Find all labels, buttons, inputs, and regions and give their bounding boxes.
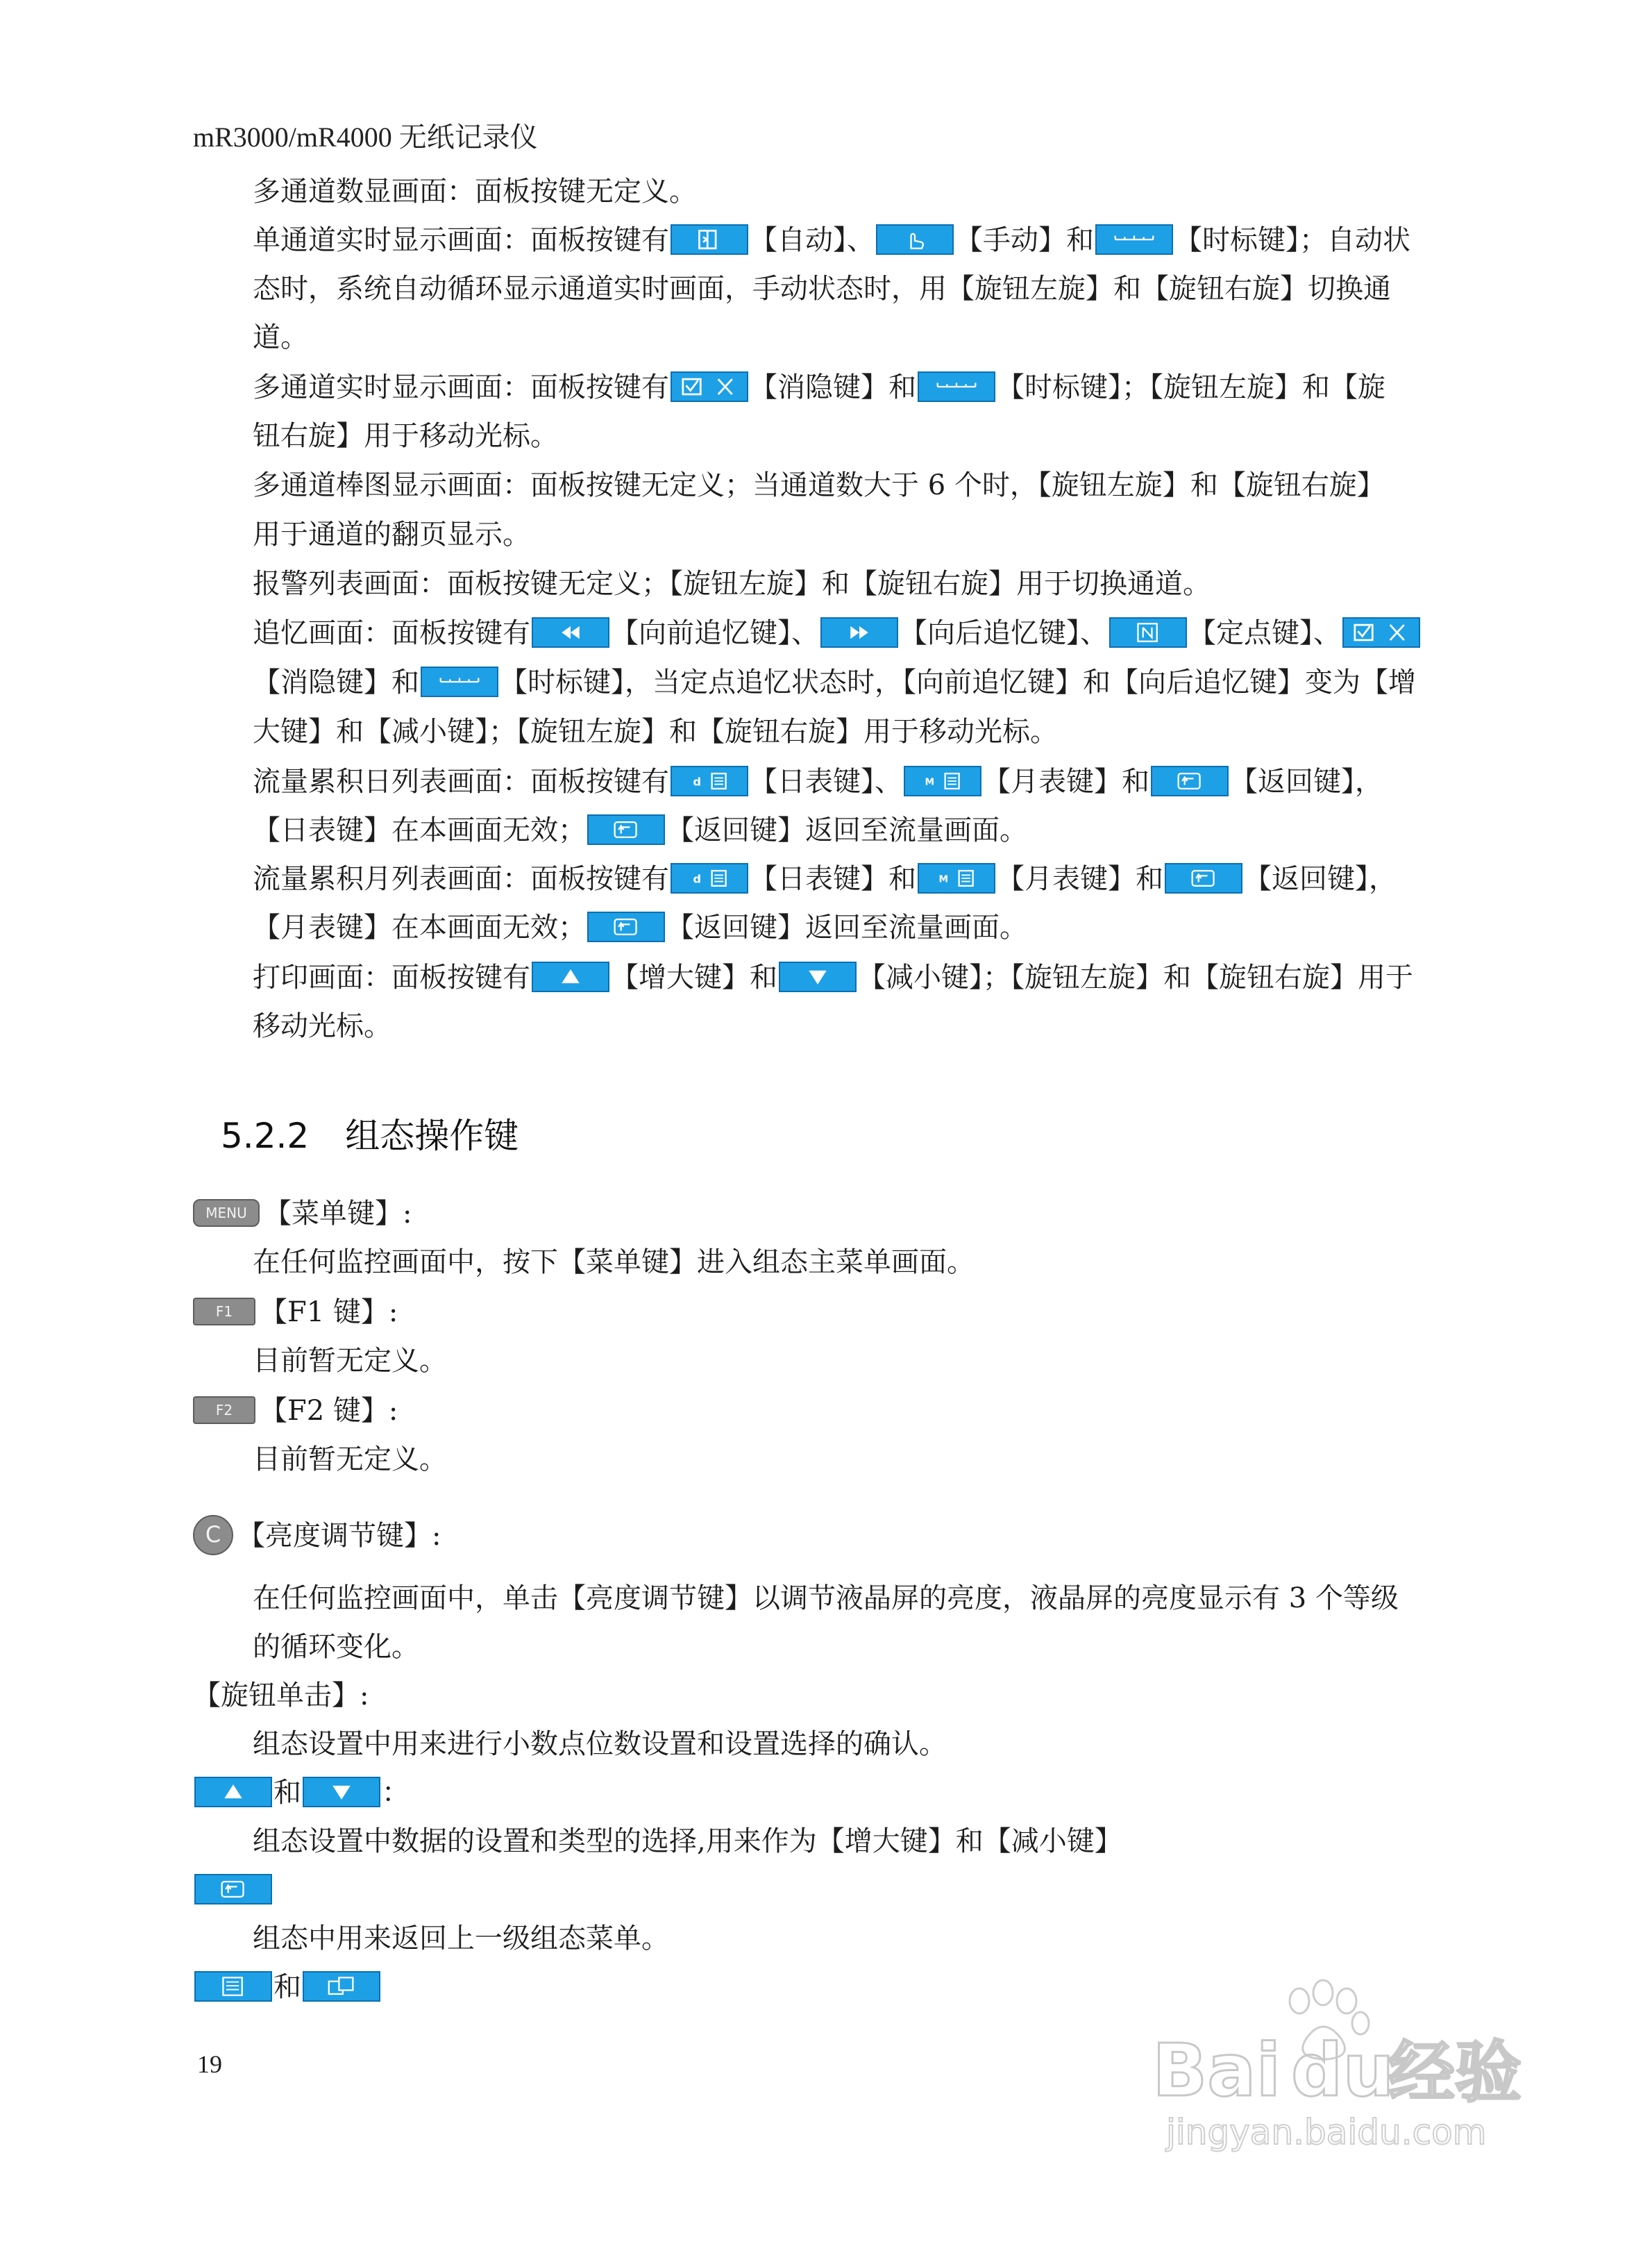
paragraph-recall: 追忆画面：面板按键有 【向前追忆键】、 【向后追忆键】、 【定点键】、 (253, 615, 1447, 651)
fixed-point-key-icon (1109, 617, 1187, 648)
page-list-key-icon (194, 1971, 272, 2002)
paragraph-bar-graph: 多通道棒图显示画面：面板按键无定义；当通道数大于 6 个时，【旋钮左旋】和【旋钮右旋】 (253, 469, 1385, 501)
f1-key-description: 目前暂无定义。 (253, 1345, 447, 1377)
manual-hand-key-icon (876, 224, 954, 255)
paragraph-recall-end: 大键】和【减小键】；【旋钮左旋】和【旋钮右旋】用于移动光标。 (253, 716, 1058, 748)
knob-click-label-line: 【旋钮单击】: (193, 1680, 369, 1711)
paragraph-alarm-list: 报警列表画面：面板按键无定义；【旋钮左旋】和【旋钮右旋】用于切换通道。 (253, 568, 1211, 600)
f2-key-icon: F2 (193, 1396, 255, 1424)
return-key-icon (1165, 863, 1242, 894)
paragraph-bar-graph-cont: 用于通道的翻页显示。 (253, 519, 530, 551)
back-key-label-line (193, 1872, 1387, 1908)
increase-key-icon (532, 962, 609, 992)
svg-text:M: M (938, 873, 949, 885)
hide-key-icon (671, 371, 748, 402)
fast-forward-key-icon (820, 617, 898, 648)
hide-key-icon (1342, 617, 1420, 648)
time-mark-key-icon (918, 371, 995, 402)
page-copy-key-icon (303, 1971, 380, 2002)
return-key-icon (587, 814, 665, 845)
return-key-icon (194, 1874, 272, 1904)
svg-text:d: d (693, 872, 702, 886)
time-mark-key-icon (421, 667, 498, 697)
svg-text:M: M (925, 776, 935, 788)
menu-key-description: 在任何监控画面中，按下【菜单键】进入组态主菜单画面。 (253, 1246, 975, 1278)
section-heading: 5.2.2 组态操作键 (221, 1116, 519, 1156)
f2-key-description: 目前暂无定义。 (253, 1443, 447, 1475)
paragraph-flow-daily-list-cont: 【日表键】在本画面无效； 【返回键】返回至流量画面。 (253, 814, 1027, 846)
decrease-key-icon (779, 962, 857, 992)
brightness-key-icon: C (193, 1515, 233, 1555)
paragraph-print-cont: 移动光标。 (253, 1010, 391, 1042)
decrease-key-icon (303, 1777, 380, 1807)
page-keys-label-line: 和 (193, 1969, 1387, 2005)
menu-key-icon: MENU (193, 1199, 260, 1227)
f1-key-label-line: F1 【F1 键】: (193, 1294, 1387, 1330)
paragraph-multi-channel-realtime: 多通道实时显示画面：面板按键有 【消隐键】和 【时标键】；【旋钮左旋】和【旋 (253, 371, 1385, 403)
auto-key-icon (671, 224, 748, 255)
return-key-icon (587, 912, 665, 942)
brightness-key-description: 在任何监控画面中，单击【亮度调节键】以调节液晶屏的亮度，液晶屏的亮度显示有 3 个等级 (253, 1582, 1399, 1614)
paragraph-single-channel-realtime: 单通道实时显示画面：面板按键有 【自动】、 【手动】和 【时标键】；自动状 (253, 224, 1410, 256)
daily-report-key-icon (671, 766, 748, 796)
monthly-report-key-icon (918, 863, 995, 894)
paragraph-multi-channel-digital: 多通道数显画面：面板按键无定义。 (253, 176, 697, 208)
knob-click-description: 组态设置中用来进行小数点位数设置和设置选择的确认。 (253, 1728, 947, 1760)
paragraph-print: 打印画面：面板按键有 【增大键】和 【减小键】；【旋钮左旋】和【旋钮右旋】用于 (253, 962, 1413, 994)
updown-keys-description: 组态设置中数据的设置和类型的选择,用来作为【增大键】和【减小键】 (253, 1825, 1122, 1857)
increase-key-icon (194, 1777, 272, 1807)
f1-key-icon: F1 (193, 1298, 255, 1325)
page-header: mR3000/mR4000 无纸记录仪 (193, 122, 538, 153)
f2-key-label-line: F2 【F2 键】: (193, 1393, 1387, 1429)
paragraph-multi-channel-realtime-cont: 钮右旋】用于移动光标。 (253, 420, 558, 452)
updown-keys-label-line: 和 ： (193, 1775, 1387, 1811)
page-number: 19 (197, 2050, 222, 2078)
baidu-jingyan-watermark (1152, 1972, 1541, 2159)
paragraph-flow-daily-list: 流量累积日列表画面：面板按键有 d 【日表键】、 M 【月表键】和 【返回键】， (253, 766, 1383, 798)
paragraph-flow-monthly-list-cont: 【月表键】在本画面无效； 【返回键】返回至流量画面。 (253, 912, 1027, 944)
daily-report-key-icon (671, 863, 748, 894)
back-key-description: 组态中用来返回上一级组态菜单。 (253, 1923, 669, 1954)
watermark-jingyan: 经验 (1388, 2034, 1522, 2111)
paragraph-single-channel-realtime-end: 道。 (253, 321, 308, 353)
paragraph-recall-cont: 【消隐键】和 【时标键】，当定点追忆状态时，【向前追忆键】和【向后追忆键】变为【增 (253, 667, 1416, 698)
rewind-key-icon (532, 617, 609, 648)
watermark-brand-bai: Bai (1152, 2028, 1281, 2113)
svg-text:d: d (693, 775, 702, 789)
watermark-url: jingyan.baidu.com (1166, 2112, 1487, 2152)
menu-key-label-line: MENU 【菜单键】: (193, 1196, 1387, 1232)
monthly-report-key-icon (904, 766, 981, 796)
time-mark-key-icon (1095, 224, 1173, 255)
brightness-key-label-line: C 【亮度调节键】: (193, 1518, 1387, 1554)
return-key-icon (1151, 766, 1229, 796)
paragraph-single-channel-realtime-cont: 态时，系统自动循环显示通道实时画面，手动状态时，用【旋钮左旋】和【旋钮右旋】切换通 (253, 273, 1391, 305)
paragraph-flow-monthly-list: 流量累积月列表画面：面板按键有 d 【日表键】和 M 【月表键】和 【返回键】， (253, 863, 1397, 895)
watermark-brand-du: du (1291, 2028, 1394, 2113)
brightness-key-description-cont: 的循环变化。 (253, 1631, 419, 1663)
